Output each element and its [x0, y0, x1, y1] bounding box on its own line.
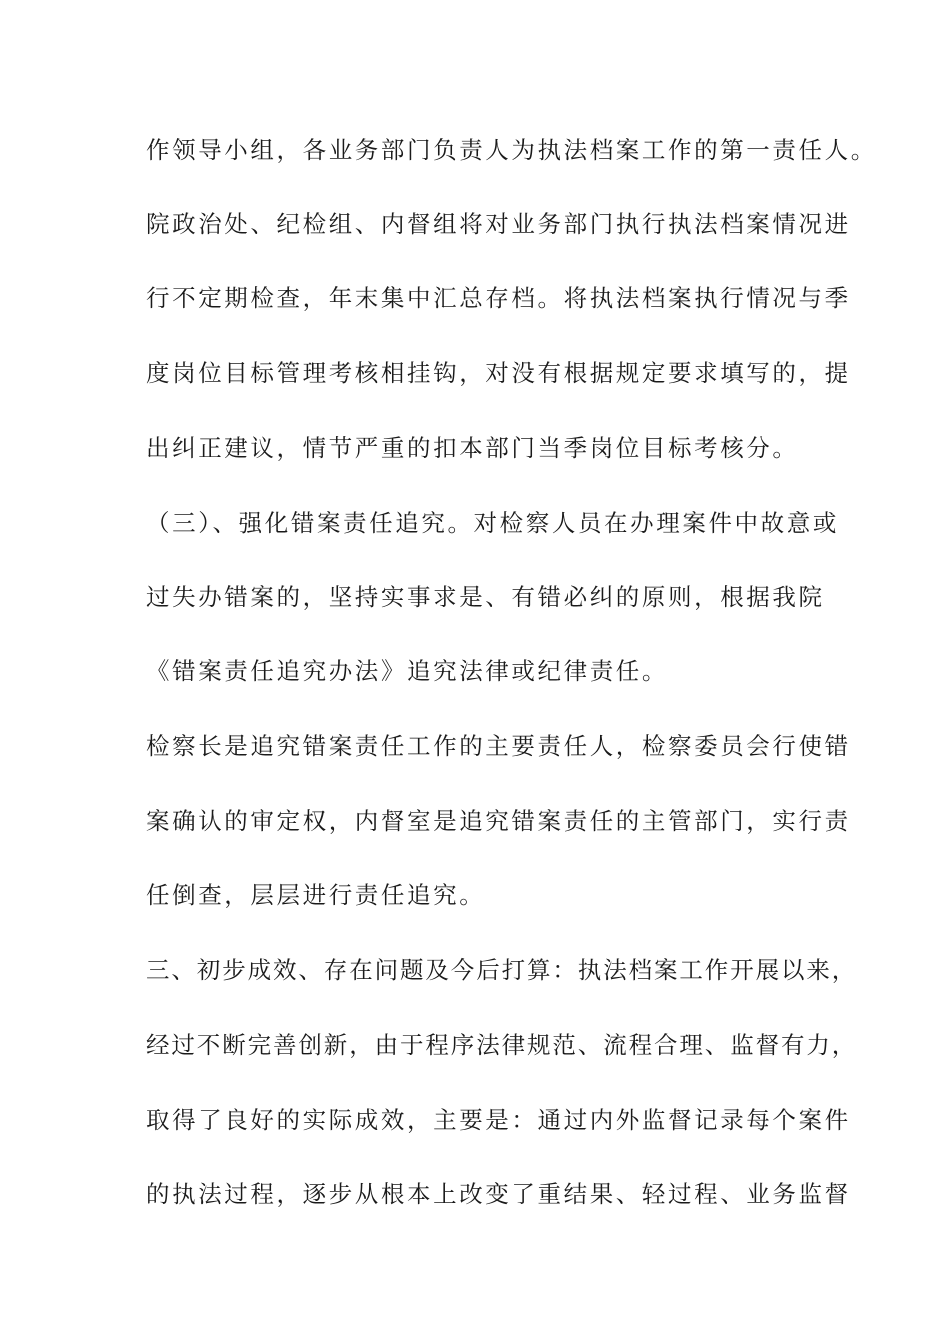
- text-line-3: 行不定期检查，年末集中汇总存档。将执法档案执行情况与季: [146, 284, 851, 312]
- text-line-9: 检察长是追究错案责任工作的主要责任人，检察委员会行使错: [146, 732, 851, 760]
- text-line-10: 案确认的审定权，内督室是追究错案责任的主管部门，实行责: [146, 807, 851, 835]
- text-line-4: 度岗位目标管理考核相挂钩，对没有根据规定要求填写的，提: [146, 359, 851, 387]
- text-line-5: 出纠正建议，情节严重的扣本部门当季岗位目标考核分。: [146, 434, 799, 462]
- text-line-14: 取得了良好的实际成效，主要是：通过内外监督记录每个案件: [146, 1106, 851, 1134]
- text-line-11: 任倒查，层层进行责任追究。: [146, 881, 486, 909]
- text-line-13: 经过不断完善创新，由于程序法律规范、流程合理、监督有力，: [146, 1031, 858, 1059]
- text-line-7: 过失办错案的，坚持实事求是、有错必纠的原则，根据我院: [146, 583, 825, 611]
- text-line-1: 作领导小组，各业务部门负责人为执法档案工作的第一责任人。: [146, 136, 877, 164]
- text-line-6: （三）、强化错案责任追究。对检察人员在办理案件中故意或: [146, 509, 839, 537]
- text-line-15: 的执法过程，逐步从根本上改变了重结果、轻过程、业务监督: [146, 1180, 851, 1208]
- text-line-8: 《错案责任追究办法》追究法律或纪律责任。: [146, 657, 668, 685]
- text-line-12: 三、初步成效、存在问题及今后打算：执法档案工作开展以来，: [146, 956, 858, 984]
- text-line-2: 院政治处、纪检组、内督组将对业务部门执行执法档案情况进: [146, 210, 851, 238]
